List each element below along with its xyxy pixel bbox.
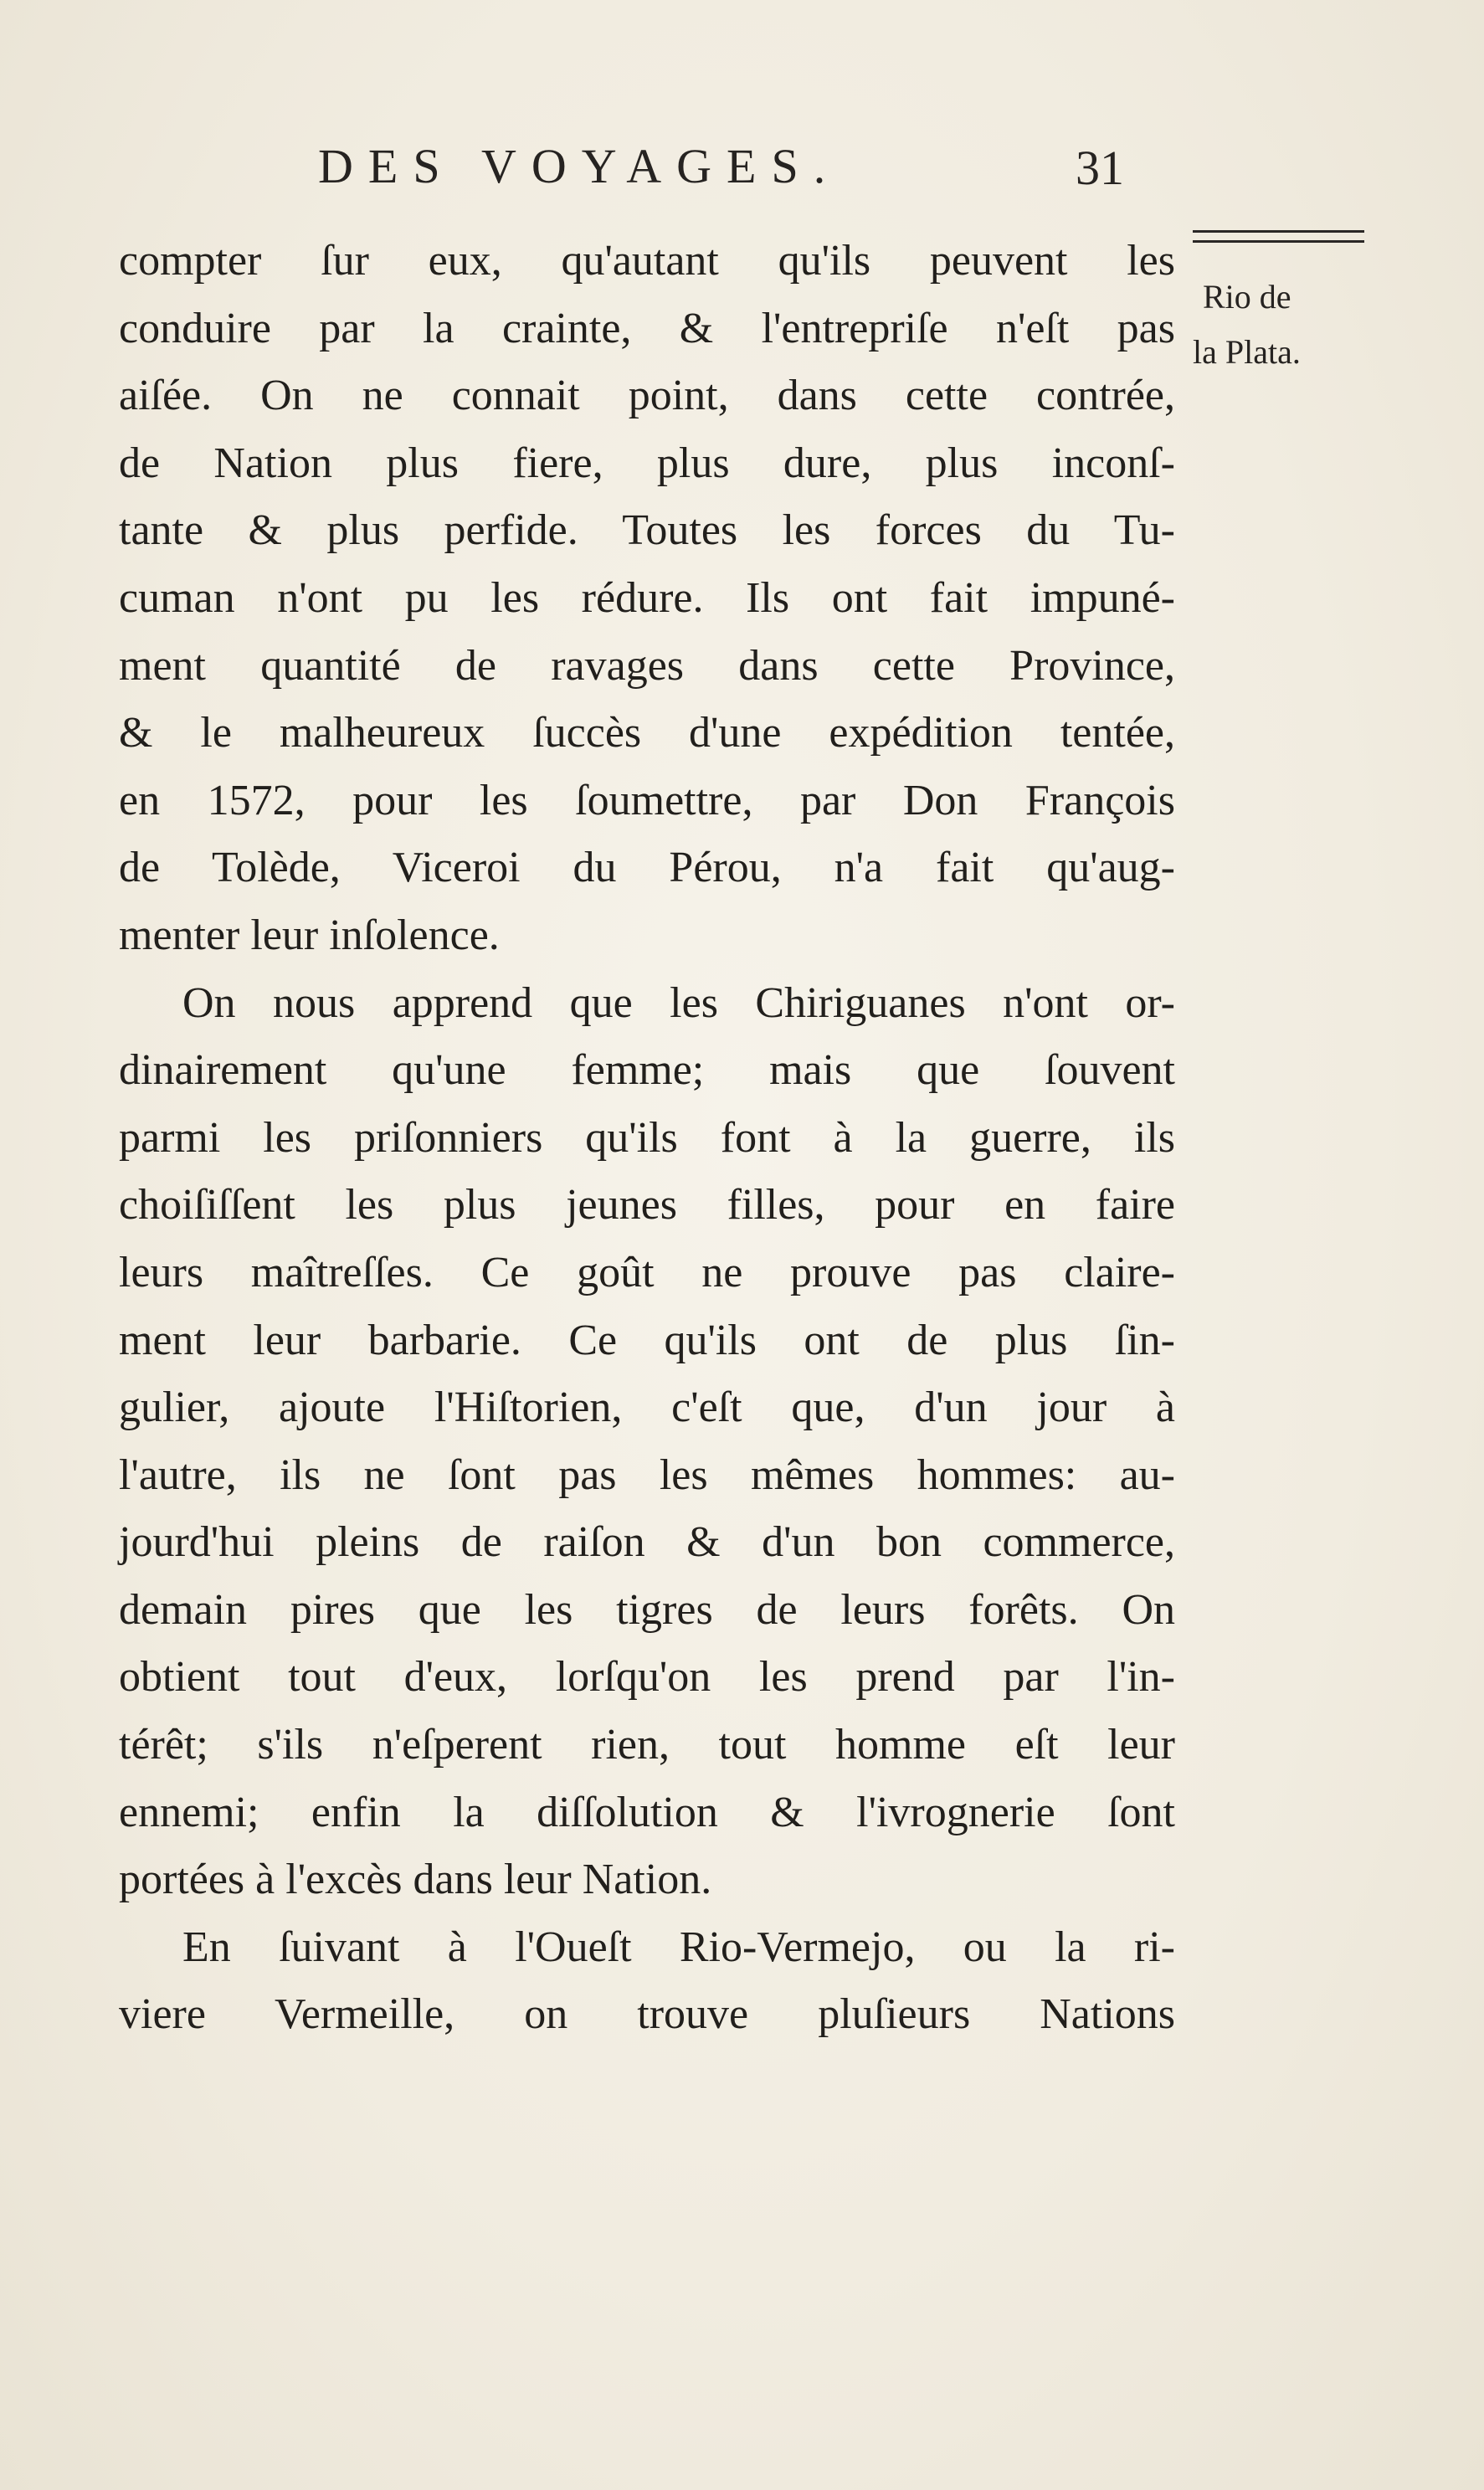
text-line: ennemi; enfin la diſſolution & l'ivrognerie ſont — [119, 1788, 1175, 1836]
paragraph — [119, 228, 1175, 970]
paragraph — [119, 1914, 1175, 2049]
running-title: DES VOYAGES. — [318, 139, 841, 193]
text-line: portées à l'excès dans leur Nation. — [119, 1856, 712, 1904]
text-line: & le malheureux ſuccès d'une expédition tentée, — [119, 709, 1175, 757]
text-line: tante & plus perfide. Toutes les forces du Tu- — [119, 506, 1175, 555]
text-line: dinairement qu'une femme; mais que ſouvent — [119, 1046, 1175, 1095]
page-header — [318, 138, 1155, 205]
margin-note — [1193, 230, 1373, 380]
paragraph — [119, 970, 1175, 1914]
text-line: jourd'hui pleins de raiſon & d'un bon commerce, — [119, 1518, 1175, 1567]
text-line: leurs maîtreſſes. Ce goût ne prouve pas claire- — [119, 1248, 1175, 1296]
text-line: parmi les priſonniers qu'ils font à la guerre, ils — [119, 1113, 1175, 1162]
text-line: de Tolède, Viceroi du Pérou, n'a fait qu'aug- — [119, 844, 1175, 892]
text-line: En ſuivant à l'Oueſt Rio-Vermejo, ou la ri- — [182, 1923, 1175, 1971]
text-line: ment leur barbarie. Ce qu'ils ont de plus ſin- — [119, 1316, 1175, 1364]
text-line: conduire par la crainte, & l'entrepriſe n'eſt pas — [119, 304, 1175, 352]
text-line: On nous apprend que les Chiriguanes n'ont or- — [182, 978, 1175, 1027]
text-line: cuman n'ont pu les rédure. Ils ont fait impuné- — [119, 573, 1175, 622]
text-line: compter ſur eux, qu'autant qu'ils peuvent les — [119, 237, 1175, 285]
text-line: en 1572, pour les ſoumettre, par Don François — [119, 776, 1175, 824]
margin-rule — [1193, 230, 1364, 243]
text-line: obtient tout d'eux, lorſqu'on les prend par l'in- — [119, 1653, 1175, 1702]
margin-note-line: la Plata. — [1193, 333, 1301, 371]
page-number: 31 — [1076, 141, 1124, 195]
text-line: ment quantité de ravages dans cette Province, — [119, 641, 1175, 690]
text-line: l'autre, ils ne ſont pas les mêmes hommes: au- — [119, 1450, 1175, 1499]
text-line: choiſiſſent les plus jeunes filles, pour en faire — [119, 1181, 1175, 1230]
text-line: viere Vermeille, on trouve pluſieurs Nations — [119, 1990, 1175, 2039]
text-line: menter leur inſolence. — [119, 911, 500, 959]
body-text — [119, 228, 1175, 2049]
text-line: gulier, ajoute l'Hiſtorien, c'eſt que, d'un jour à — [119, 1384, 1175, 1432]
margin-note-line: Rio de — [1203, 278, 1291, 316]
text-line: aiſée. On ne connait point, dans cette contrée, — [119, 372, 1175, 420]
text-line: de Nation plus fiere, plus dure, plus inconſ- — [119, 439, 1175, 487]
text-line: térêt; s'ils n'eſperent rien, tout homme eſt leur — [119, 1721, 1175, 1769]
text-line: demain pires que les tigres de leurs forêts. On — [119, 1585, 1175, 1634]
